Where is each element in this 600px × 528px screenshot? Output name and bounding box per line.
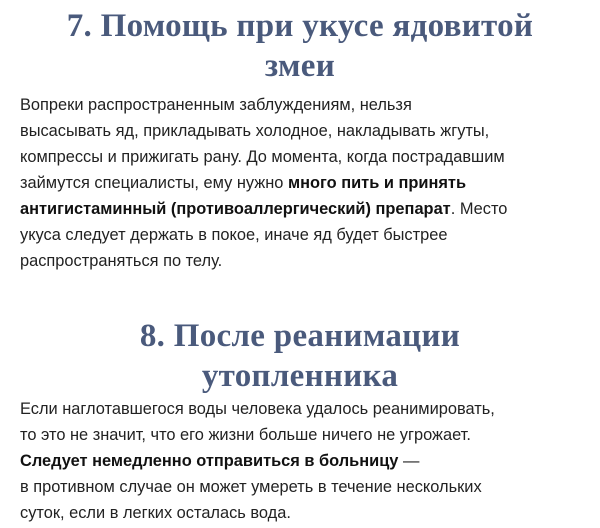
section-title-line: 8. После реанимации	[139, 318, 461, 354]
section-title-line: утопленника	[201, 358, 399, 394]
paragraph-emphasis: антигистаминный (противоаллергический) препарат	[20, 200, 451, 218]
paragraph-line: суток, если в легких осталась вода.	[20, 504, 291, 522]
paragraph-line: укуса следует держать в покое, иначе яд будет быстрее	[20, 226, 448, 244]
paragraph-text: —	[398, 452, 420, 470]
paragraph-line: то это не значит, что его жизни больше ничего не угрожает.	[20, 426, 471, 444]
section-paragraph-drowning	[20, 396, 590, 526]
section-paragraph-snake-bite	[20, 92, 590, 274]
section-title-snake-bite	[0, 6, 600, 86]
paragraph-emphasis: Следует немедленно отправиться в больницу	[20, 452, 399, 470]
paragraph-text: займутся специалисты, ему нужно	[20, 174, 288, 192]
paragraph-line: высасывать яд, прикладывать холодное, накладывать жгуты,	[20, 122, 490, 140]
section-title-line: 7. Помощь при укусе ядовитой	[66, 8, 534, 44]
paragraph-line: в противном случае он может умереть в течение нескольких	[20, 478, 482, 496]
paragraph-line: Вопреки распространенным заблуждениям, нельзя	[20, 96, 412, 114]
paragraph-text: . Место	[450, 200, 508, 218]
paragraph-line	[20, 448, 590, 474]
paragraph-line	[20, 170, 590, 196]
paragraph-emphasis: много пить и принять	[287, 174, 467, 192]
paragraph-line: распространяться по телу.	[20, 252, 223, 270]
paragraph-line: Если наглотавшегося воды человека удалось реанимировать,	[20, 400, 495, 418]
paragraph-line: компрессы и прижигать рану. До момента, когда пострадавшим	[20, 148, 505, 166]
section-title-drowning	[0, 316, 600, 396]
section-title-line: змеи	[264, 48, 336, 84]
paragraph-line	[20, 196, 590, 222]
